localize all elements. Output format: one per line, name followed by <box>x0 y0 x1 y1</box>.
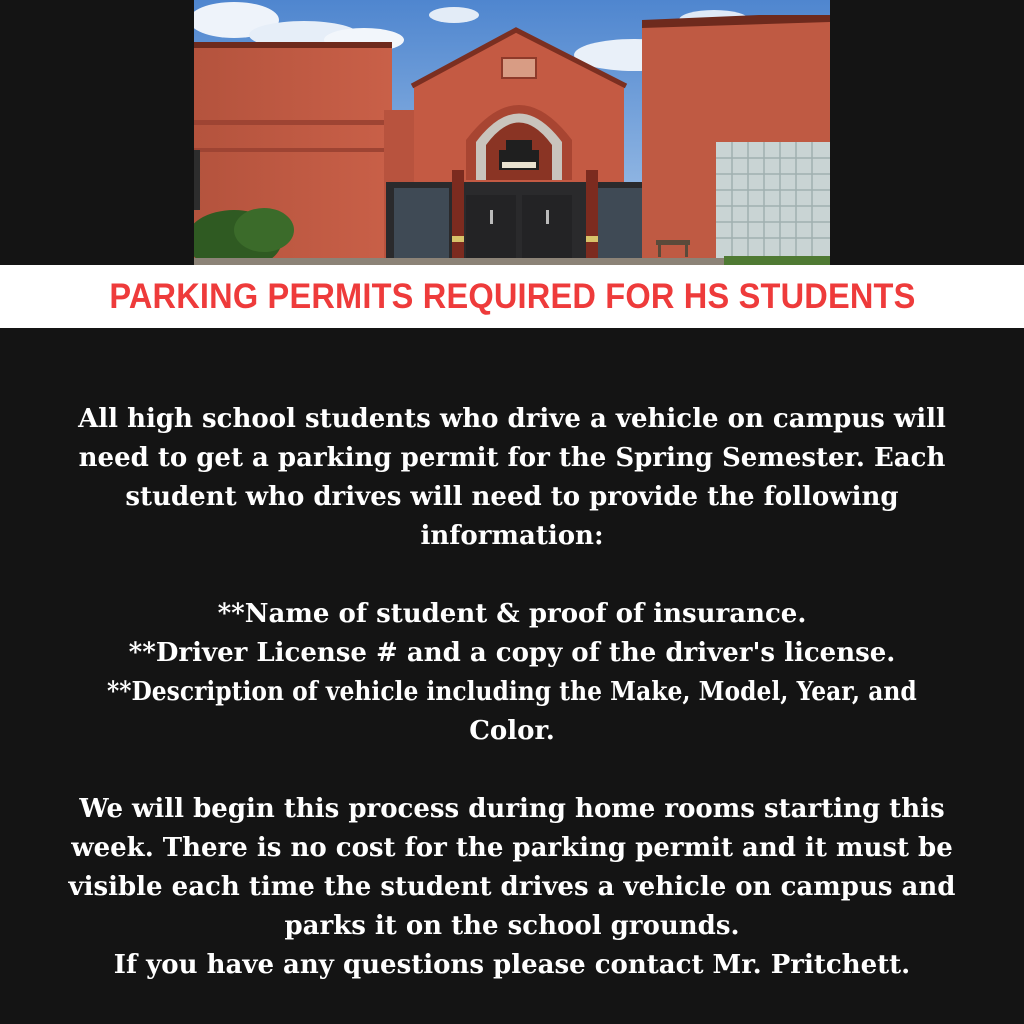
intro-line: information: <box>420 521 604 551</box>
intro-line: student who drives will need to provide the following <box>125 482 899 512</box>
intro-line: need to get a parking permit for the Spring Semester. Each <box>78 443 946 473</box>
process-line: We will begin this process during home rooms starting this <box>79 794 945 824</box>
requirement-item: **Name of student & proof of insurance. <box>217 599 807 629</box>
requirement-item: **Driver License # and a copy of the driver's license. <box>128 638 896 668</box>
process-line: visible each time the student drives a vehicle on campus and <box>68 872 956 902</box>
requirement-item-text: **Description of vehicle including the Make, Model, Year, and <box>107 677 917 707</box>
intro-line: All high school students who drive a vehicle on campus will <box>78 404 946 434</box>
process-line: week. There is no cost for the parking permit and it must be <box>71 833 953 863</box>
requirement-item: Color. <box>469 716 555 746</box>
headline: PARKING PERMITS REQUIRED FOR HS STUDENTS <box>108 276 916 316</box>
requirement-item <box>22 673 1002 712</box>
paragraph-spacer <box>22 556 1002 595</box>
announcement-body <box>22 400 1002 985</box>
school-building-photo <box>194 0 830 265</box>
contact-line: If you have any questions please contact Mr. Pritchett. <box>113 950 911 980</box>
process-line: parks it on the school grounds. <box>284 911 740 941</box>
paragraph-spacer <box>22 751 1002 790</box>
headline-banner <box>0 265 1024 328</box>
